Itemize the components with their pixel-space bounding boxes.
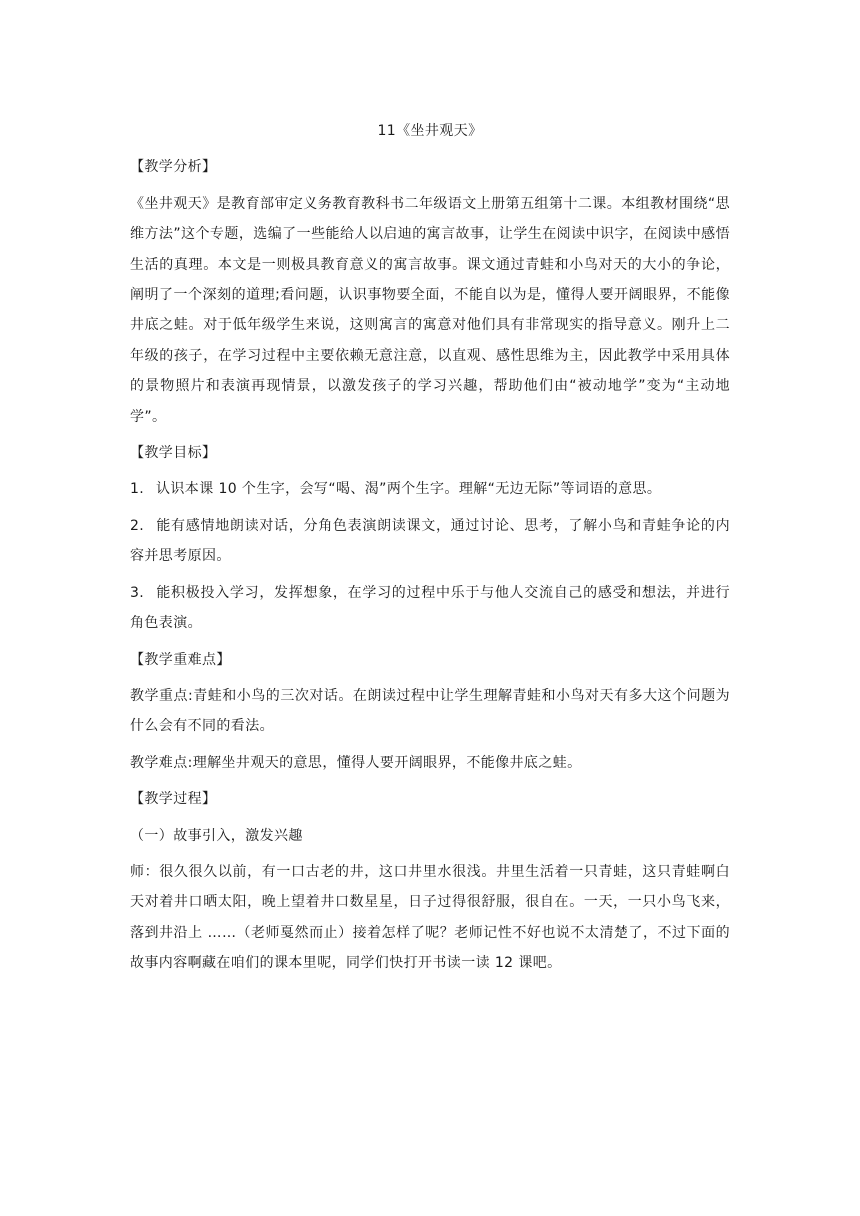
analysis-paragraph: 《坐井观天》是教育部审定义务教育教科书二年级语文上册第五组第十二课。本组教材围绕“思维方法”这个专题，选编了一些能给人以启迪的寓言故事，让学生在阅读中识字，在阅读中感悟生活的真理。本文是一则极具教育意义的寓言故事。课文通过青蛙和小鸟对天的大小的争论，阐明了一个深刻的道理;看问题，认识事物要全面，不能自以为是，懂得人要开阔眼界，不能像井底之蛙。对于低年级学生来说，这则寓言的寓意对他们具有非常现实的指导意义。刚升上二年级的孩子，在学习过程中主要依赖无意注意，以直观、感性思维为主，因此教学中采用具体的景物照片和表演再现情景，以激发孩子的学习兴趣，帮助他们由“被动地学”变为“主动地学”。 (130, 195, 730, 425)
document-body (130, 116, 730, 985)
goal-number: 2. (130, 517, 145, 534)
section-heading-key-points: 【教学重难点】 (130, 651, 231, 668)
goal-number: 3. (130, 584, 145, 601)
key-point-paragraph: 教学重点:青蛙和小鸟的三次对话。在朗读过程中让学生理解青蛙和小鸟对天有多大这个问题为什么会有不同的看法。 (130, 687, 730, 735)
step-heading: （一）故事引入，激发兴趣 (130, 827, 303, 844)
goal-text: 能积极投入学习，发挥想象，在学习的过程中乐于与他人交流自己的感受和想法，并进行角色表演。 (130, 584, 730, 632)
goal-text: 认识本课 10 个生字，会写“喝、渴”两个生字。理解“无边无际”等词语的意思。 (156, 481, 662, 498)
goal-item (130, 578, 730, 639)
section-heading-process: 【教学过程】 (130, 791, 217, 808)
difficult-point-paragraph: 教学难点:理解坐井观天的意思，懂得人要开阔眼界，不能像井底之蛙。 (130, 754, 582, 771)
goal-item (130, 511, 730, 572)
goal-number: 1. (130, 481, 145, 498)
goal-item (130, 474, 730, 504)
step-paragraph: 师：很久很久以前，有一口古老的井，这口井里水很浅。井里生活着一只青蛙，这只青蛙啊白天对着井口晒太阳，晚上望着井口数星星，日子过得很舒服，很自在。一天，一只小鸟飞来，落到井沿上 ……（老师戛然而止）接着怎样了呢？老师记性不好也说不太清楚了，不过下面的故事内容啊藏在咱们的课本里呢，同学们快打开书读一读 12 课吧。 (130, 863, 730, 972)
document-title: 11《坐井观天》 (377, 123, 483, 139)
section-heading-analysis: 【教学分析】 (130, 159, 217, 176)
section-heading-goals: 【教学目标】 (130, 445, 217, 462)
goal-text: 能有感情地朗读对话，分角色表演朗读课文，通过讨论、思考，了解小鸟和青蛙争论的内容并思考原因。 (130, 517, 730, 565)
